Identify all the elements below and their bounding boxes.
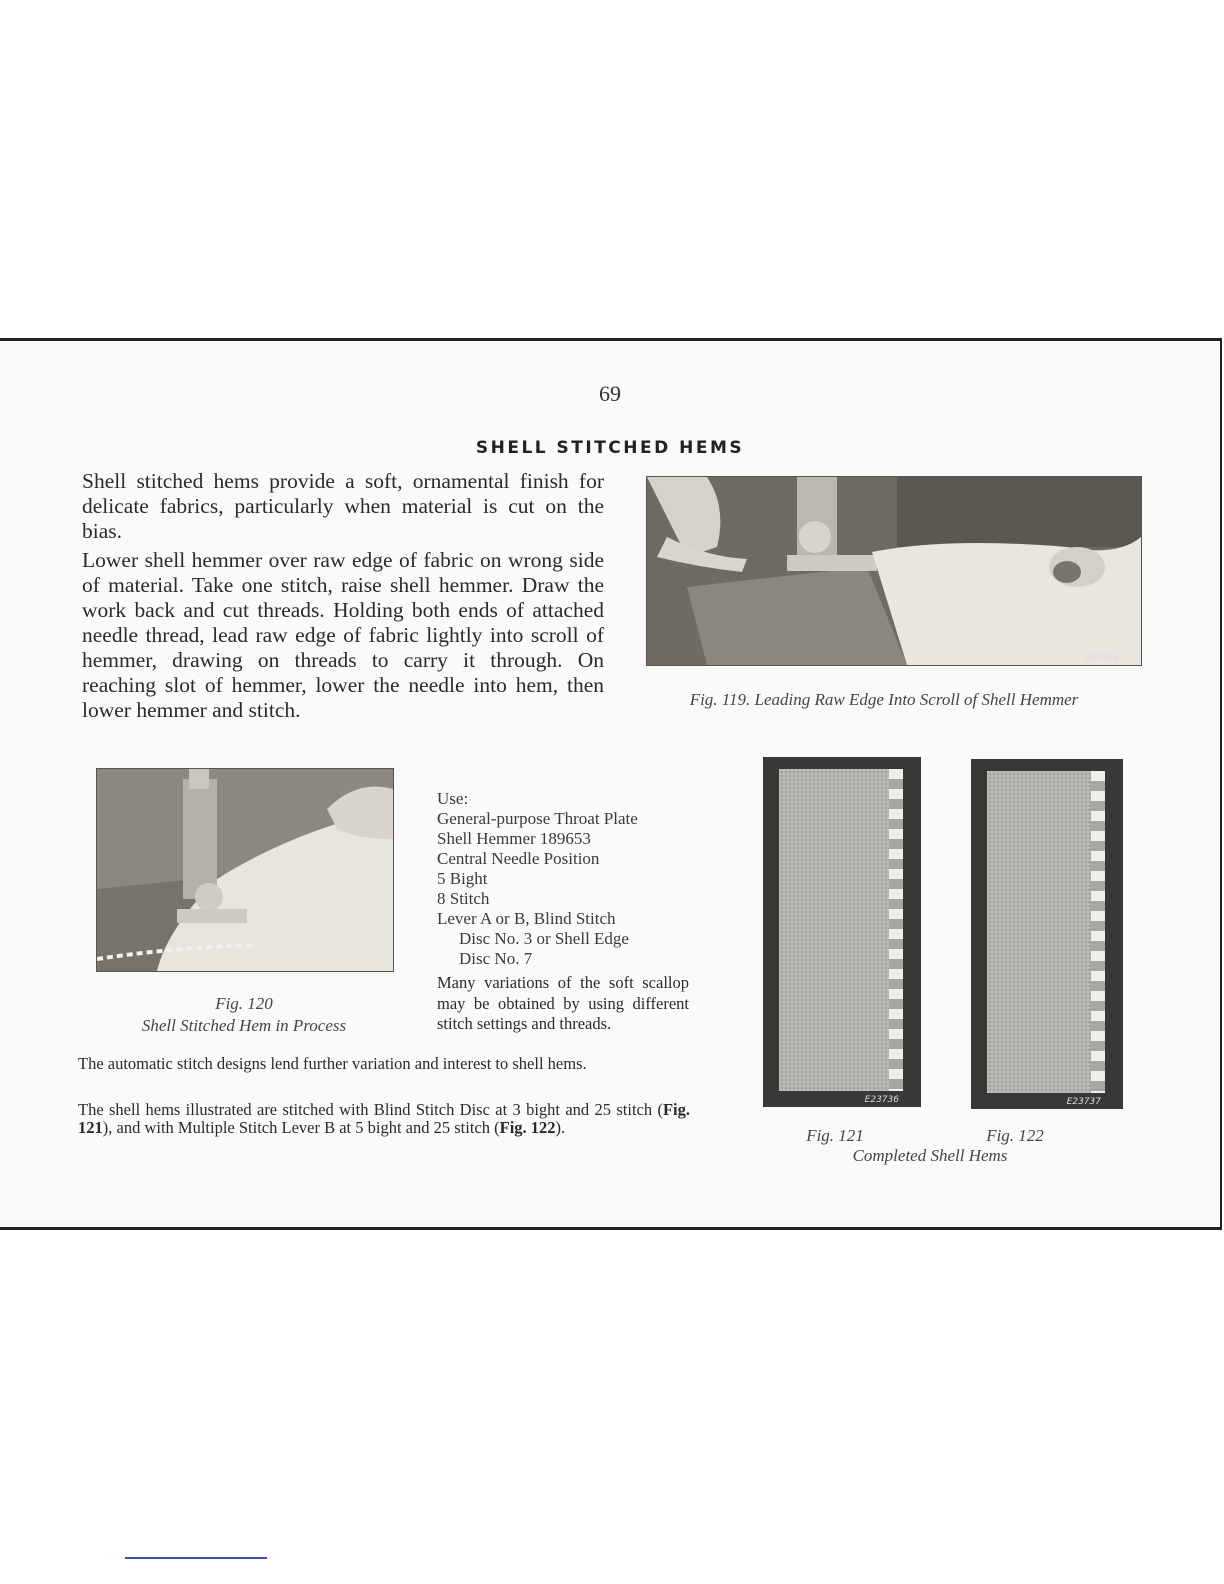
fabric-swatch (987, 771, 1105, 1093)
shell-hem-edge (889, 769, 903, 1091)
use-item-continued: Disc No. 7 (459, 949, 533, 968)
fig-120-caption: Shell Stitched Hem in Process (141, 1016, 347, 1035)
intro-paragraph: Shell stitched hems provide a soft, ornamental finish for delicate fabrics, particularly when material is cut on the bias. (82, 469, 604, 543)
use-item: General-purpose Throat Plate (437, 809, 638, 828)
sewing-machine-illustration (647, 477, 1141, 665)
fig-121-code: E23736 (864, 1095, 899, 1105)
use-item: Shell Hemmer 189653 (437, 829, 591, 848)
page-number: 69 (599, 381, 621, 406)
fig-121-swatch (763, 757, 921, 1107)
fig-120-caption-block (96, 993, 392, 1037)
fig-122-number: Fig. 122 (986, 1126, 1044, 1145)
fig-119-code: E27946 (1084, 653, 1119, 663)
use-item: Central Needle Position (437, 849, 600, 868)
use-list (437, 789, 697, 969)
use-label: Use: (437, 789, 469, 808)
fig-122-swatch (971, 759, 1123, 1109)
footer-rule (125, 1557, 267, 1559)
shell-hem-edge (1091, 771, 1105, 1093)
fabric-swatch (779, 769, 903, 1091)
fig-119-photo (646, 476, 1142, 666)
variations-paragraph: Many variations of the soft scallop may be obtained by using different stitch settings and threads. (437, 973, 689, 1033)
fig-122-code: E23737 (1066, 1097, 1101, 1107)
manual-page (0, 338, 1222, 1230)
use-item: Lever A or B, Blind Stitch (437, 909, 616, 928)
section-heading: SHELL STITCHED HEMS (475, 438, 745, 458)
fig-120-photo (96, 768, 394, 972)
use-item: 8 Stitch (437, 889, 490, 908)
fig-121-122-caption: Completed Shell Hems (852, 1146, 1008, 1165)
instructions-paragraph: Lower shell hemmer over raw edge of fabric on wrong side of material. Take one stitch, raise shell hemmer. Draw the work back and cut threads. Holding both ends of attached needle thread, lead raw edge of fabric lightly into scroll of hemmer, drawing on threads to carry it through. On reaching slot of hemmer, lower the needle into hem, then lower hemmer and stitch. (82, 548, 604, 722)
illustrated-paragraph: The shell hems illustrated are stitched with Blind Stitch Disc at 3 bight and 25 stitch (Fig. 121), and with Multiple Stitch Lever B at 5 bight and 25 stitch (Fig. 122). (78, 1100, 690, 1137)
use-item-continued: Disc No. 3 or Shell Edge (459, 929, 629, 948)
fig-121-reference: Fig. 121 (78, 1100, 690, 1137)
fig-120-number: Fig. 120 (215, 994, 273, 1013)
fig-121-number: Fig. 121 (806, 1126, 864, 1145)
presser-foot-illustration (97, 769, 393, 971)
fig-119-caption: Fig. 119. Leading Raw Edge Into Scroll of Shell Hemmer (689, 690, 1079, 709)
fig-122-reference: Fig. 122 (499, 1118, 556, 1137)
automatic-designs-paragraph: The automatic stitch designs lend further variation and interest to shell hems. (78, 1054, 587, 1073)
use-item: 5 Bight (437, 869, 488, 888)
